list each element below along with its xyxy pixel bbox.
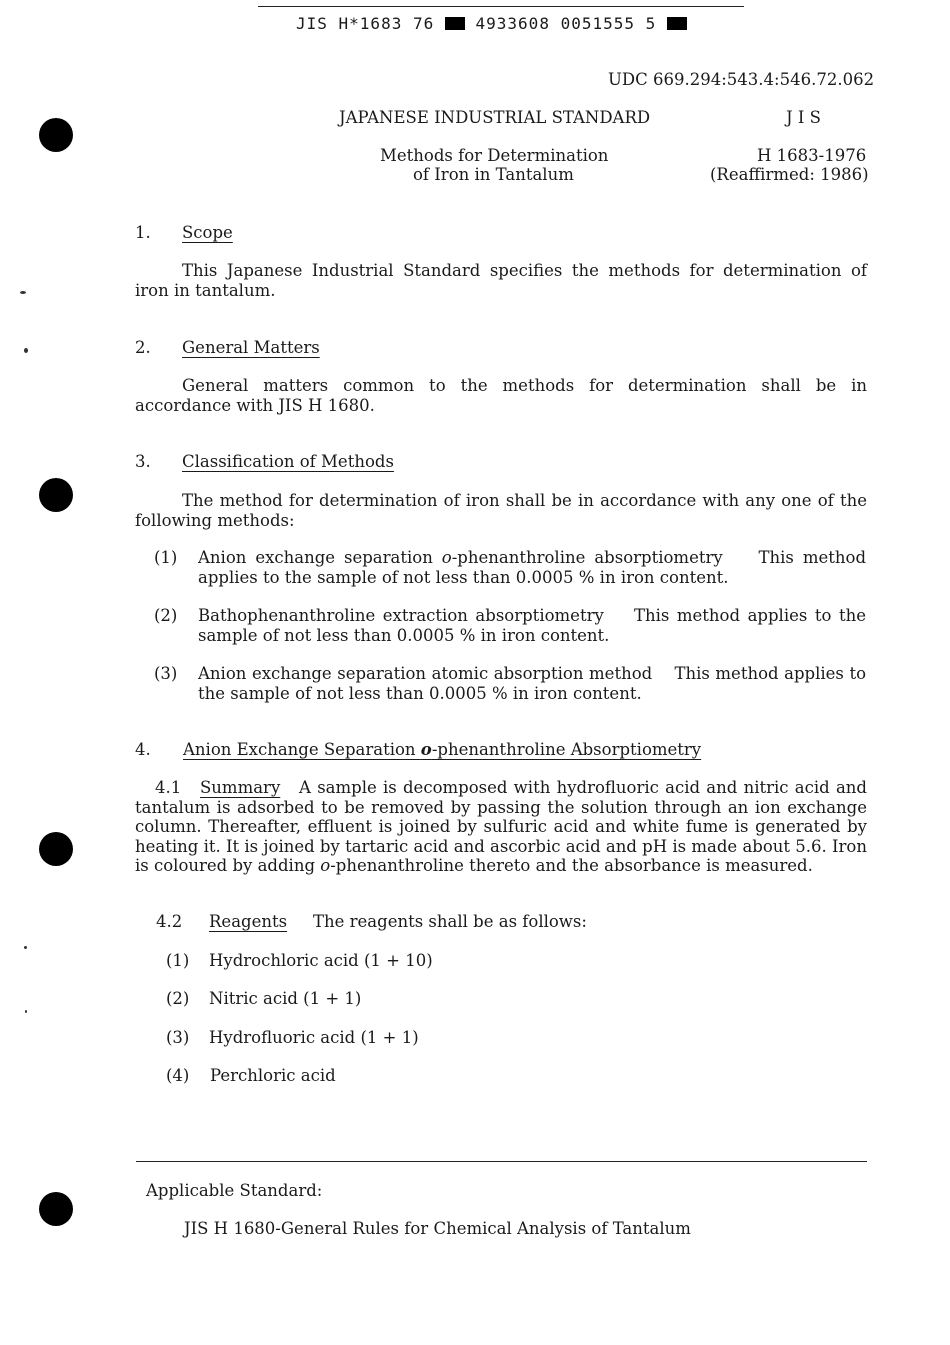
punch-hole bbox=[39, 478, 73, 512]
title-line-1: Methods for Determination bbox=[380, 146, 609, 165]
section-2-body: General matters common to the methods for determination shall be in accordance with JIS H 1680. bbox=[135, 376, 867, 415]
section-2-title: General Matters bbox=[182, 338, 320, 357]
section-3-title: Classification of Methods bbox=[182, 452, 394, 471]
punch-hole bbox=[39, 832, 73, 866]
method-item-number: (3) bbox=[154, 664, 178, 683]
header-code bbox=[296, 14, 687, 33]
reagent-number: (3) bbox=[166, 1028, 190, 1047]
scan-speck bbox=[25, 1010, 27, 1013]
black-block-mark bbox=[445, 17, 465, 30]
section-2-number: 2. bbox=[135, 338, 151, 357]
jis-mark: J I S bbox=[786, 108, 821, 127]
section-3-number: 3. bbox=[135, 452, 151, 471]
scan-speck bbox=[24, 348, 28, 353]
header-code-part1: JIS H*1683 76 bbox=[296, 14, 435, 33]
section-3-body: The method for determination of iron shall be in accordance with any one of the following methods: bbox=[135, 491, 867, 530]
standard-name: JAPANESE INDUSTRIAL STANDARD bbox=[339, 108, 651, 127]
standard-number: H 1683-1976 bbox=[757, 146, 867, 165]
method-item-number: (2) bbox=[154, 606, 178, 625]
black-block-mark bbox=[667, 17, 687, 30]
section-1-number: 1. bbox=[135, 223, 151, 242]
section-4-number: 4. bbox=[135, 740, 151, 759]
punch-hole bbox=[39, 118, 73, 152]
header-code-part2: 4933608 0051555 5 bbox=[475, 14, 657, 33]
reagent-number: (4) bbox=[166, 1066, 190, 1085]
method-item-number: (1) bbox=[154, 548, 178, 567]
reagent-name: Perchloric acid bbox=[210, 1066, 336, 1085]
title-line-2: of Iron in Tantalum bbox=[413, 165, 574, 184]
reagent-name: Hydrofluoric acid (1 + 1) bbox=[209, 1028, 419, 1047]
scan-speck bbox=[20, 291, 26, 294]
reagent-number: (1) bbox=[166, 951, 190, 970]
scan-speck bbox=[24, 946, 27, 949]
applicable-standard-reference: JIS H 1680-General Rules for Chemical Analysis of Tantalum bbox=[184, 1219, 691, 1238]
reaffirmed-note: (Reaffirmed: 1986) bbox=[710, 165, 869, 184]
summary-heading: Summary bbox=[200, 778, 281, 797]
udc-code: UDC 669.294:543.4:546.72.062 bbox=[608, 70, 875, 89]
reagents-intro: The reagents shall be as follows: bbox=[313, 912, 587, 931]
method-item-text: Anion exchange separation atomic absorption method This method applies to the sample of not less than 0.0005 % in iron content. bbox=[198, 664, 867, 703]
reagent-number: (2) bbox=[166, 989, 190, 1008]
applicable-standard-label: Applicable Standard: bbox=[146, 1181, 323, 1200]
method-item-text: Bathophenanthroline extraction absorptiometry This method applies to the sample of not less than 0.0005 % in iron content. bbox=[198, 606, 866, 645]
subsection-4-2-number: 4.2 bbox=[156, 912, 183, 931]
subsection-4-1-number: 4.1 bbox=[155, 778, 182, 797]
section-1-body: This Japanese Industrial Standard specifies the methods for determination of iron in tantalum. bbox=[135, 261, 867, 300]
footer-divider bbox=[136, 1161, 867, 1162]
punch-hole bbox=[39, 1192, 73, 1226]
method-item-text: Anion exchange separation o-phenanthroline absorptiometry This method applies to the sample of not less than 0.0005 % in iron content. bbox=[198, 548, 867, 587]
reagent-name: Hydrochloric acid (1 + 10) bbox=[209, 951, 433, 970]
section-1-title: Scope bbox=[182, 223, 233, 242]
reagent-name: Nitric acid (1 + 1) bbox=[209, 989, 362, 1008]
reagents-heading: Reagents bbox=[209, 912, 288, 931]
summary-paragraph: 4.1 Summary A sample is decomposed with hydrofluoric acid and nitric acid and tantalum is adsorbed to be removed by passing the solution through an ion exchange column. Thereafter, effluent is joined by sulfuric acid and white fume is generated by heating it. It is joined by tartaric acid and ascorbic acid and pH is made about 5.6. Iron is coloured by adding o-phenanthroline thereto and the absorbance is measured. bbox=[135, 778, 867, 875]
section-4-title: Anion Exchange Separation o-phenanthroline Absorptiometry bbox=[183, 740, 702, 759]
top-scan-line bbox=[258, 6, 744, 7]
